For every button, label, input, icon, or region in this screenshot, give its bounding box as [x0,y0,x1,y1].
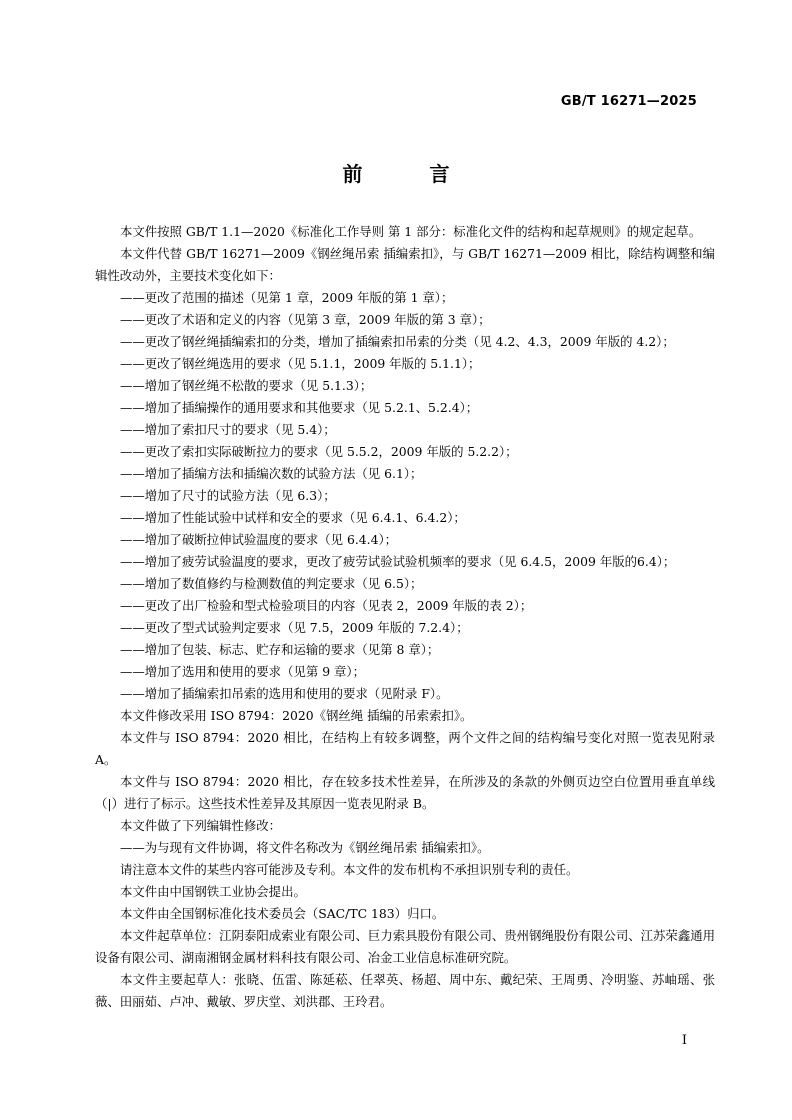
paragraph: 本文件按照 GB/T 1.1—2020《标准化工作导则 第 1 部分：标准化文件的结构和起草规则》的规定起草。 [120,224,702,239]
page-number: I [681,1033,687,1048]
list-item: ——更改了钢丝绳选用的要求（见 5.1.1，2009 年版的 5.1.1）； [120,356,481,371]
list-item: ——增加了插编索扣吊索的选用和使用的要求（见附录 F）。 [120,686,449,701]
paragraph: 本文件做了下列编辑性修改： [120,818,282,833]
list-item: ——更改了型式试验判定要求（见 7.5，2009 年版的 7.2.4）； [120,620,469,635]
paragraph: 本文件由中国钢铁工业协会提出。 [120,884,306,899]
list-item: ——增加了数值修约与检测数值的判定要求（见 6.5）； [120,576,423,591]
change-list [95,287,715,705]
list-item: ——增加了包装、标志、贮存和运输的要求（见第 8 章）； [120,642,440,657]
list-item: ——更改了范围的描述（见第 1 章，2009 年版的第 1 章）； [120,290,454,305]
paragraph: 本文件代替 GB/T 16271—2009《钢丝绳吊索 插编索扣》，与 GB/T 16271—2009 相比，除结构调整和编辑性改动外，主要技术变化如下： [95,246,715,283]
standard-number: GB/T 16271—2025 [560,94,697,109]
list-item: ——更改了出厂检验和型式检验项目的内容（见表 2，2009 年版的表 2）； [120,598,533,613]
list-item: ——增加了选用和使用的要求（见第 9 章）； [120,664,365,679]
paragraph: 本文件与 ISO 8794：2020 相比，存在较多技术性差异，在所涉及的条款的外侧页边空白位置用垂直单线（|）进行了标示。这些技术性差异及其原因一览表见附录 B。 [95,774,715,811]
list-item: ——增加了钢丝绳不松散的要求（见 5.1.3）； [120,378,373,393]
list-item: ——增加了插编方法和插编次数的试验方法（见 6.1）； [120,466,423,481]
list-item: ——增加了破断拉伸试验温度的要求（见 6.4.4）； [120,532,398,547]
list-item: ——更改了索扣实际破断拉力的要求（见 5.5.2，2009 年版的 5.2.2）； [120,444,518,459]
list-item: ——增加了性能试验中试样和安全的要求（见 6.4.1、6.4.2）； [120,510,466,525]
paragraph: 本文件主要起草人：张晓、伍雷、陈延菘、任翠英、杨超、周中东、戴纪荣、王周勇、冷明鉴、苏岫瑶、张薇、田丽茹、卢冲、戴敏、罗庆堂、刘洪郡、王玲君。 [95,972,715,1009]
paragraph: 请注意本文件的某些内容可能涉及专利。本文件的发布机构不承担识别专利的责任。 [120,862,579,877]
list-item: ——增加了疲劳试验温度的要求，更改了疲劳试验试验机频率的要求（见 6.4.5，2009 年版的6.4）； [120,554,676,569]
list-item: ——更改了钢丝绳插编索扣的分类，增加了插编索扣吊索的分类（见 4.2、4.3，2009 年版的 4.2）； [120,334,675,349]
list-item: ——为与现有文件协调，将文件名称改为《钢丝绳吊索 插编索扣》。 [120,840,490,855]
list-item: ——增加了插编操作的通用要求和其他要求（见 5.2.1、5.2.4）； [120,400,479,415]
list-item: ——增加了尺寸的试验方法（见 6.3）； [120,488,336,503]
page-title: 前 言 [342,162,480,186]
paragraph: 本文件起草单位：江阴泰阳成索业有限公司、巨力索具股份有限公司、贵州钢绳股份有限公司、江苏荣鑫通用设备有限公司、湖南湘钢金属材料科技有限公司、冶金工业信息标准研究院。 [95,928,715,965]
paragraph: 本文件与 ISO 8794：2020 相比，在结构上有较多调整，两个文件之间的结构编号变化对照一览表见附录 A。 [95,730,715,767]
list-item: ——更改了术语和定义的内容（见第 3 章，2009 年版的第 3 章）； [120,312,491,327]
list-item: ——增加了索扣尺寸的要求（见 5.4）； [120,422,336,437]
paragraph: 本文件修改采用 ISO 8794：2020《钢丝绳 插编的吊索索扣》。 [120,708,473,723]
paragraph: 本文件由全国钢标准化技术委员会（SAC/TC 183）归口。 [120,906,445,921]
foreword-body [95,221,715,1013]
